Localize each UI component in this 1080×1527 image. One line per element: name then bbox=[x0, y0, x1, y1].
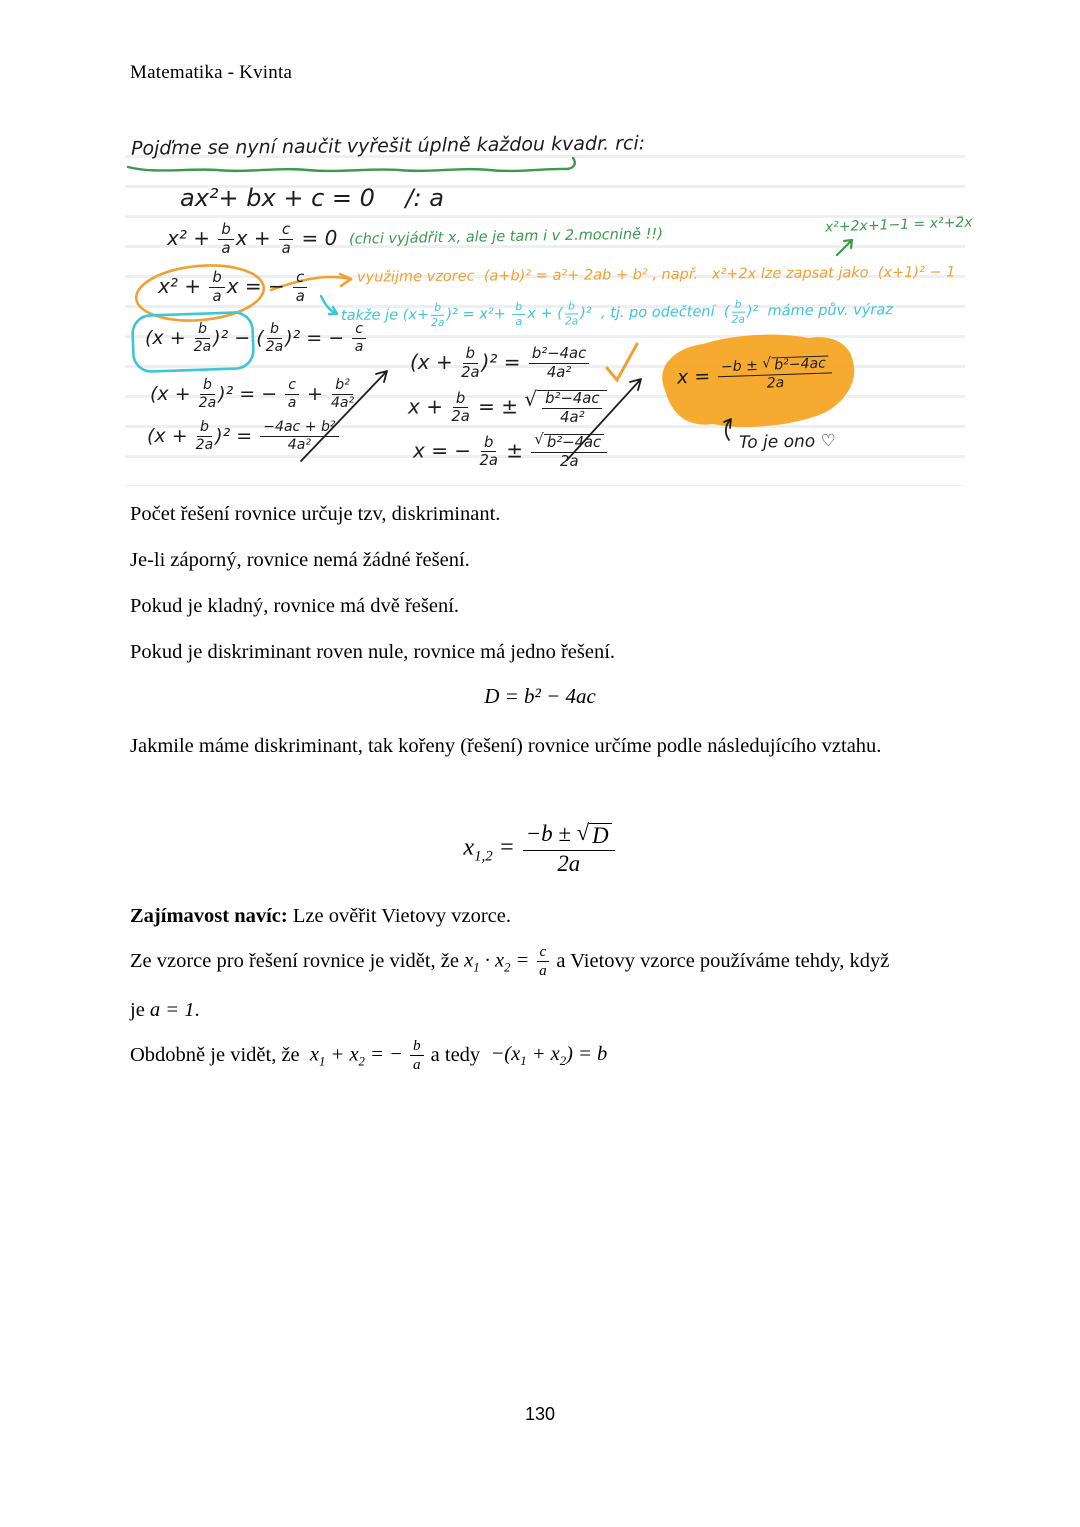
viete-product-text-post: a Vietovy vzorce používáme tehdy, když bbox=[551, 950, 890, 973]
viete-product-text-pre: Ze vzorce pro řešení rovnice je vidět, že bbox=[130, 950, 465, 973]
green-arrow-icon bbox=[837, 240, 852, 255]
viete-line2-post: . bbox=[194, 999, 200, 1021]
green-underline bbox=[128, 158, 575, 171]
hw-eq-div-a: x² + $\frac{b}{a}$ x + $\frac{c}{a}$ = 0 bbox=[167, 221, 338, 257]
cyan-arrow-icon bbox=[321, 296, 337, 314]
formula-discriminant bbox=[130, 684, 950, 709]
paragraph-viete-product-line2 bbox=[130, 999, 954, 1022]
viete-line2-math: a = 1 bbox=[149, 999, 195, 1021]
paragraph-positive: Pokud je kladný, rovnice má dvě řešení. bbox=[130, 595, 460, 617]
caption-arrow-icon bbox=[724, 419, 731, 440]
formula-roots bbox=[130, 819, 950, 876]
hw-eq-final: x = −b ± √ b²−4ac 2a bbox=[676, 355, 834, 395]
hw-note-formula: využijme vzorec (a+b)² = a²+ 2ab + b² , např. x²+2x lze zapsat jako (x+1)² − 1 bbox=[356, 264, 956, 286]
paragraph-negative: Je-li záporný, rovnice nemá žádné řešení. bbox=[130, 549, 470, 571]
handwritten-notes-image bbox=[125, 128, 973, 486]
hw-eq-rhs-split: (x + $\frac{b}{2a}$ )² = − $\frac{c}{a}$ + $\frac{\text{b²}}{\text{4a²}}$ bbox=[150, 377, 355, 412]
hw-note-isolate-x: (chci vyjádřit x, ale je tam i v 2.mocnině !!) bbox=[348, 226, 664, 248]
hw-eq-start: ax²+ bx + c = 0 /: a bbox=[180, 184, 444, 212]
check-mark-icon bbox=[607, 344, 637, 380]
viete-sum-math2: $-(x_1 + x_2) = b$ bbox=[490, 1042, 608, 1068]
viete-product-math: $x_1 \cdot x_2$ = $\frac{c}{a}$ bbox=[464, 944, 551, 980]
viete-sum-math: $x_1 + x_2$ = − $\frac{b}{a}$ bbox=[310, 1038, 426, 1074]
hw-eq-canonical: (x + $\frac{b}{2a}$ )² = $\frac{\text{b²−4ac}}{\text{4a²}}$ bbox=[410, 346, 591, 381]
hw-eq-root: x + $\frac{b}{2a}$ = ± √ $\frac{\text{b²−4ac}}{\text{4a²}}$ bbox=[408, 390, 607, 426]
hw-note-subtract: takže je (x+ $\frac{b}{2a}$ )² = x²+ $\frac{b}{a}$ x + ( $\frac{b}{2a}$ )² , tj. po odečtení ( $\frac{b}{2a}$ )² máme pův. výraz bbox=[340, 297, 893, 329]
paragraph-discriminant: Počet řešení rovnice určuje tzv, diskriminant. bbox=[130, 503, 501, 525]
viete-sum-text-mid: a tedy bbox=[425, 1044, 491, 1067]
interest-text: Lze ověřit Vietovy vzorce. bbox=[287, 905, 511, 927]
hw-eq-rhs-merged: (x + $\frac{b}{2a}$ )² = $\frac{\text{−4ac + b²}}{\text{4a²}}$ bbox=[147, 420, 341, 453]
formula-discriminant-math: D = b² − 4ac bbox=[484, 684, 596, 708]
page-title: Matematika - Kvinta bbox=[130, 62, 293, 83]
page-number: 130 bbox=[524, 1404, 556, 1424]
formula-roots-math: $x_{1,2}$ = −b ± √ D 2a bbox=[463, 822, 616, 876]
hw-eq-square-diff: (x + $\frac{b}{2a}$ )² − ( $\frac{b}{2a}$ )² = − $\frac{c}{a}$ bbox=[145, 322, 368, 355]
viete-sum-text-pre: Obdobně je vidět, že bbox=[130, 1044, 310, 1067]
hw-eq-x-isolated: x = − $\frac{b}{2a}$ ± √ b²−4ac 2a bbox=[413, 434, 609, 470]
paragraph-roots: Jakmile máme diskriminant, tak kořeny (řešení) rovnice určíme podle následujícího vztahu. bbox=[130, 735, 882, 757]
viete-line2-pre: je bbox=[130, 999, 150, 1021]
paragraph-interest bbox=[130, 905, 954, 928]
hw-title: Pojďme se nyní naučit vyřešit úplně každou kvadr. rci: bbox=[130, 132, 646, 160]
paragraph-viete-product bbox=[130, 944, 954, 980]
paragraph-viete-sum bbox=[130, 1038, 954, 1074]
paragraph-zero: Pokud je diskriminant roven nule, rovnice má jedno řešení. bbox=[130, 641, 616, 663]
hw-eq-move-c: x² + $\frac{b}{a}$ x = − $\frac{c}{a}$ bbox=[158, 270, 309, 305]
interest-bold-label: Zajímavost navíc: bbox=[130, 905, 288, 927]
hw-final-caption: To je ono ♡ bbox=[738, 431, 837, 453]
hw-note-example: x²+2x+1−1 = x²+2x bbox=[824, 214, 973, 236]
